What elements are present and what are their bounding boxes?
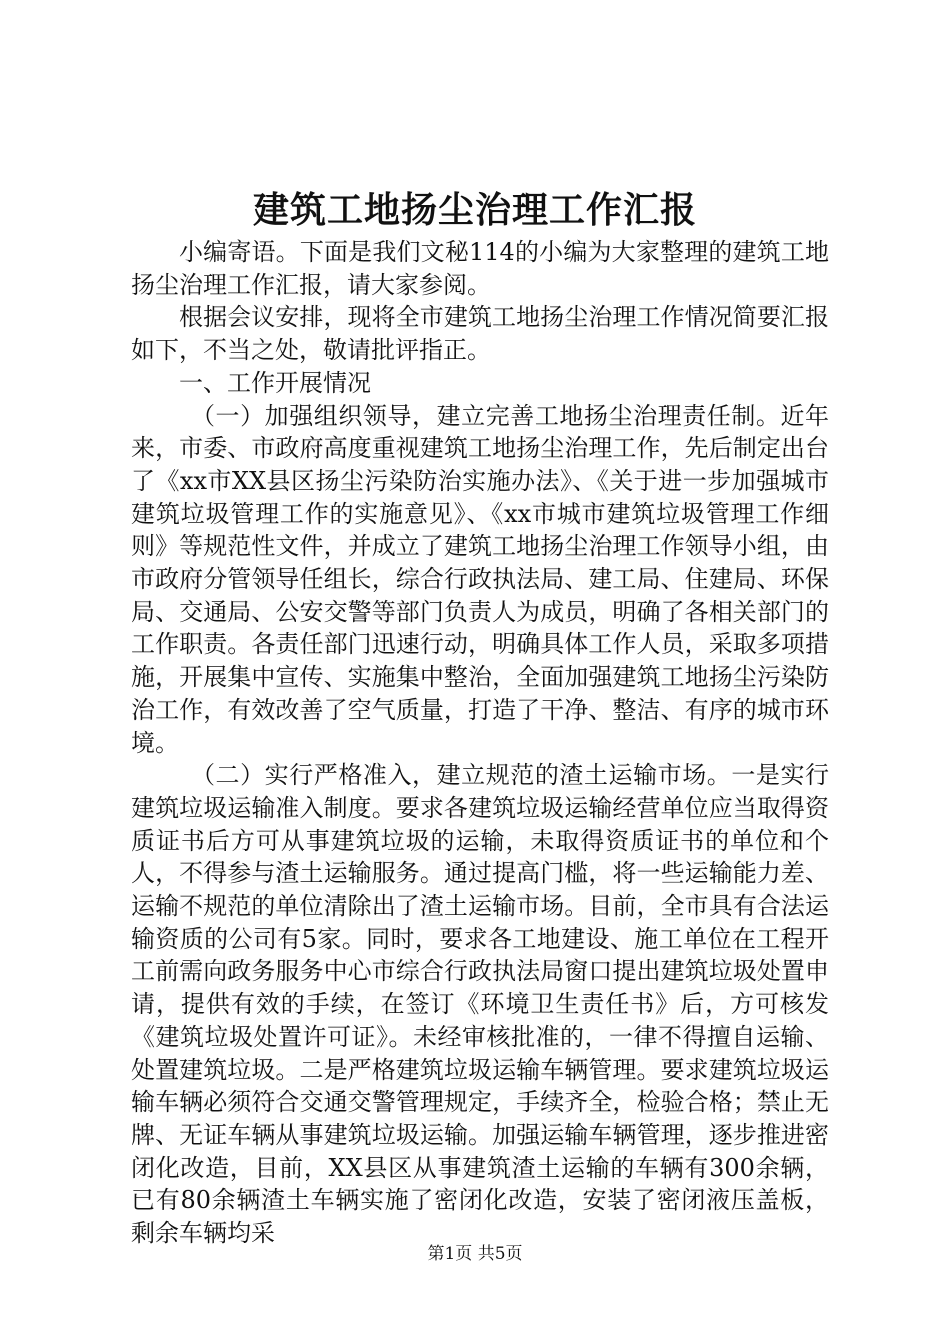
document-title: 建筑工地扬尘治理工作汇报 xyxy=(252,189,697,231)
paragraph-intro: 小编寄语。下面是我们文秘114的小编为大家整理的建筑工地扬尘治理工作汇报，请大家参阅。 xyxy=(131,238,829,299)
section-heading: 一、工作开展情况 xyxy=(179,368,371,397)
paragraph-subsection-2: （二）实行严格准入，建立规范的渣土运输市场。一是实行建筑垃圾运输准入制度。要求各建筑垃圾运输经营单位应当取得资质证书后方可从事建筑垃圾的运输，未取得资质证书的单位和个人，不得参与渣土运输服务。通过提高门槛，将一些运输能力差、运输不规范的单位清除出了渣土运输市场。目前，全市具有合法运输资质的公司有5家。同时，要求各工地建设、施工单位在工程开工前需向政务服务中心市综合行政执法局窗口提出建筑垃圾处置申请，提供有效的手续，在签订《环境卫生责任书》后，方可核发《建筑垃圾处置许可证》。未经审核批准的，一律不得擅自运输、处置建筑垃圾。二是严格建筑垃圾运输车辆管理。要求建筑垃圾运输车辆必须符合交通交警管理规定，手续齐全，检验合格；禁止无牌、无证车辆从事建筑垃圾运输。加强运输车辆管理，逐步推进密闭化改造，目前，XX县区从事建筑渣土运输的车辆有300余辆，已有80余辆渣土车辆实施了密闭化改造，安装了密闭液压盖板，剩余车辆均采 xyxy=(131,761,829,1248)
page-number-footer: 第1页 共5页 xyxy=(427,1244,523,1264)
document-body xyxy=(131,236,829,1250)
paragraph-preface: 根据会议安排，现将全市建筑工地扬尘治理工作情况简要汇报如下，不当之处，敬请批评指正。 xyxy=(131,303,829,365)
paragraph-subsection-1: （一）加强组织领导，建立完善工地扬尘治理责任制。近年来，市委、市政府高度重视建筑工地扬尘治理工作，先后制定出台了《xx市XX县区扬尘污染防治实施办法》、《关于进一步加强城市建筑垃圾管理工作的实施意见》、《xx市城市建筑垃圾管理工作细则》等规范性文件，并成立了建筑工地扬尘治理工作领导小组，由市政府分管领导任组长，综合行政执法局、建工局、住建局、环保局、交通局、公安交警等部门负责人为成员，明确了各相关部门的工作职责。各责任部门迅速行动，明确具体工作人员，采取多项措施，开展集中宣传、实施集中整治，全面加强建筑工地扬尘污染防治工作，有效改善了空气质量，打造了干净、整洁、有序的城市环境。 xyxy=(131,401,829,757)
